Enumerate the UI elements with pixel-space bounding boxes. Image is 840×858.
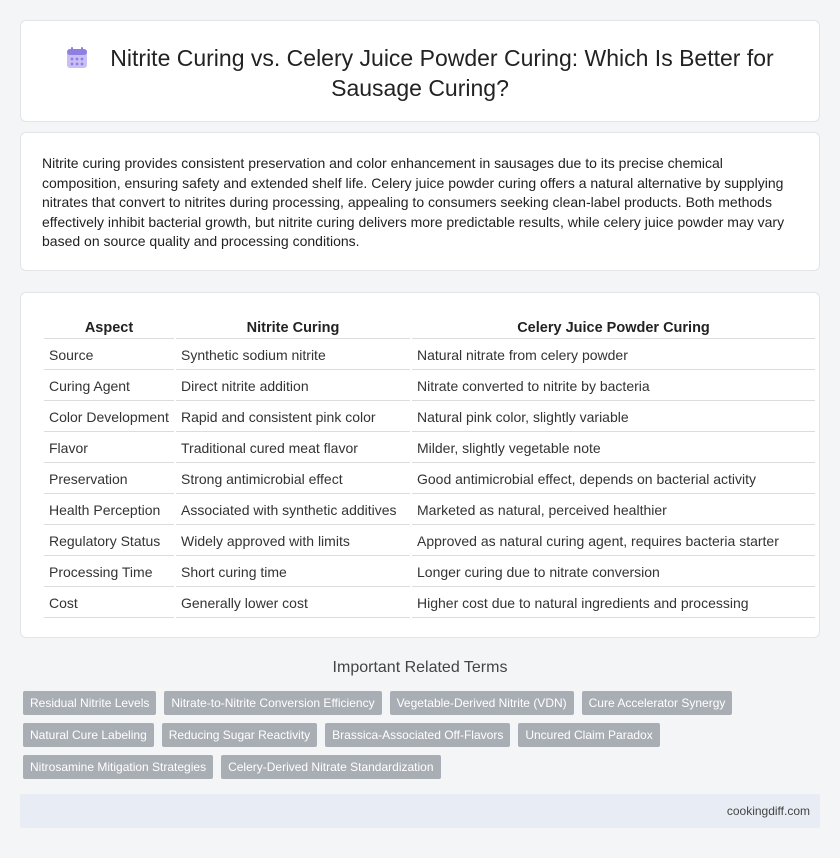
comparison-card — [20, 292, 820, 638]
related-term-tag[interactable]: Residual Nitrite Levels — [23, 691, 156, 715]
related-terms-list — [23, 691, 783, 779]
table-cell: Direct nitrite addition — [176, 372, 410, 401]
table-cell: Color Development — [44, 403, 174, 432]
table-cell: Processing Time — [44, 558, 174, 587]
related-terms-title: Important Related Terms — [332, 659, 508, 676]
column-header-aspect: Aspect — [44, 317, 174, 339]
table-cell: Cost — [44, 589, 174, 618]
intro-paragraph: Nitrite curing provides consistent preservation and color enhancement in sausages due to its precise chemical composition, ensuring safety and extended shelf life. Celery juice powder curing offers a natural alternative by supplying nitrates that convert to nitrites during processing, appealing to consumers seeking clean-label products. Both methods effectively inhibit bacterial growth, but nitrite curing delivers more predictable results, while celery juice powder may vary based on source quality and processing conditions. — [42, 155, 785, 250]
table-cell: Nitrate converted to nitrite by bacteria — [412, 372, 815, 401]
table-cell: Marketed as natural, perceived healthier — [412, 496, 815, 525]
calendar-icon — [66, 47, 88, 69]
table-row — [44, 589, 815, 618]
related-term-tag[interactable]: Cure Accelerator Synergy — [582, 691, 733, 715]
table-cell: Higher cost due to natural ingredients and processing — [412, 589, 815, 618]
table-cell: Generally lower cost — [176, 589, 410, 618]
table-row — [44, 434, 815, 463]
related-term-tag[interactable]: Celery-Derived Nitrate Standardization — [221, 755, 440, 779]
intro-card — [20, 132, 820, 271]
table-body — [44, 341, 815, 618]
table-row — [44, 341, 815, 370]
related-term-tag[interactable]: Vegetable-Derived Nitrite (VDN) — [390, 691, 574, 715]
table-header-row — [44, 317, 815, 339]
page-title: Nitrite Curing vs. Celery Juice Powder Curing: Which Is Better for Sausage Curing? — [110, 45, 774, 101]
table-cell: Synthetic sodium nitrite — [176, 341, 410, 370]
table-cell: Good antimicrobial effect, depends on bacterial activity — [412, 465, 815, 494]
table-cell: Approved as natural curing agent, requires bacteria starter — [412, 527, 815, 556]
table-cell: Strong antimicrobial effect — [176, 465, 410, 494]
table-cell: Associated with synthetic additives — [176, 496, 410, 525]
table-cell: Short curing time — [176, 558, 410, 587]
comparison-table — [42, 315, 817, 620]
table-cell: Flavor — [44, 434, 174, 463]
column-header-celery: Celery Juice Powder Curing — [412, 317, 815, 339]
footer-site: cookingdiff.com — [726, 804, 810, 818]
table-row — [44, 527, 815, 556]
table-cell: Traditional cured meat flavor — [176, 434, 410, 463]
table-cell: Health Perception — [44, 496, 174, 525]
table-cell: Preservation — [44, 465, 174, 494]
table-cell: Rapid and consistent pink color — [176, 403, 410, 432]
table-row — [44, 403, 815, 432]
table-cell: Natural pink color, slightly variable — [412, 403, 815, 432]
table-cell: Source — [44, 341, 174, 370]
table-row — [44, 496, 815, 525]
table-cell: Natural nitrate from celery powder — [412, 341, 815, 370]
related-term-tag[interactable]: Nitrosamine Mitigation Strategies — [23, 755, 213, 779]
related-term-tag[interactable]: Natural Cure Labeling — [23, 723, 154, 747]
related-term-tag[interactable]: Nitrate-to-Nitrite Conversion Efficiency — [164, 691, 381, 715]
column-header-nitrite: Nitrite Curing — [176, 317, 410, 339]
related-term-tag[interactable]: Reducing Sugar Reactivity — [162, 723, 317, 747]
table-cell: Curing Agent — [44, 372, 174, 401]
table-cell: Milder, slightly vegetable note — [412, 434, 815, 463]
title-card — [20, 20, 820, 122]
table-cell: Regulatory Status — [44, 527, 174, 556]
footer — [20, 794, 820, 828]
related-term-tag[interactable]: Brassica-Associated Off-Flavors — [325, 723, 510, 747]
table-cell: Longer curing due to nitrate conversion — [412, 558, 815, 587]
table-row — [44, 465, 815, 494]
table-row — [44, 558, 815, 587]
table-row — [44, 372, 815, 401]
table-cell: Widely approved with limits — [176, 527, 410, 556]
related-term-tag[interactable]: Uncured Claim Paradox — [518, 723, 659, 747]
title-wrap — [61, 43, 779, 103]
